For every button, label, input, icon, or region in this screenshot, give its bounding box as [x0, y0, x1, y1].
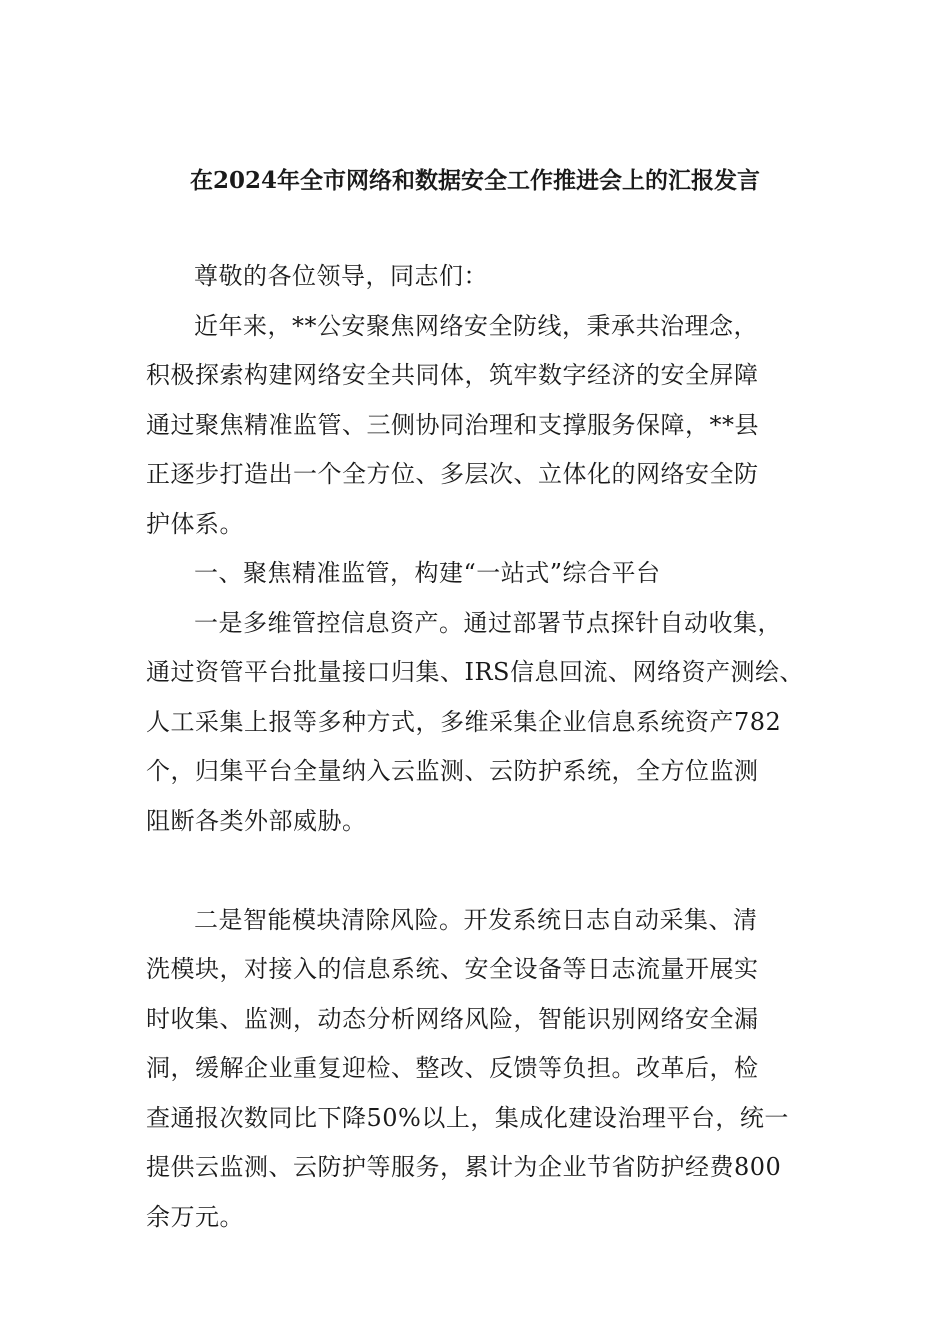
paragraph-line: 护体系。 — [146, 509, 244, 538]
paragraph-line: 洗模块，对接入的信息系统、安全设备等日志流量开展实 — [146, 955, 759, 983]
paragraph-line: 人工采集上报等多种方式，多维采集企业信息系统资产782 — [146, 707, 782, 736]
paragraph-line: 一是多维管控信息资产。通过部署节点探针自动收集， — [194, 608, 782, 637]
paragraph-line: 通过聚焦精准监管、三侧协同治理和支撑服务保障，**县 — [146, 410, 759, 439]
paragraph-line: 时收集、监测，动态分析网络风险，智能识别网络安全漏 — [146, 1004, 759, 1033]
paragraph-line: 通过资管平台批量接口归集、IRS信息回流、网络资产测绘、 — [146, 658, 804, 686]
paragraph-line: 查通报次数同比下降50%以上，集成化建设治理平台，统一 — [146, 1103, 789, 1132]
paragraph-line: 阻断各类外部威胁。 — [146, 806, 367, 835]
section-heading: 一、聚焦精准监管，构建“一站式”综合平台 — [194, 559, 661, 587]
salutation: 尊敬的各位领导，同志们： — [194, 262, 488, 290]
document-title: 在2024年全市网络和数据安全工作推进会上的汇报发言 — [189, 167, 760, 194]
document-body — [146, 252, 826, 1242]
paragraph-line: 提供云监测、云防护等服务，累计为企业节省防护经费800 — [146, 1153, 782, 1181]
paragraph-line: 积极探索构建网络安全共同体，筑牢数字经济的安全屏障 — [146, 361, 759, 389]
paragraph-line: 余万元。 — [146, 1202, 244, 1231]
paragraph-line: 个，归集平台全量纳入云监测、云防护系统，全方位监测 — [146, 757, 759, 785]
paragraph-line: 正逐步打造出一个全方位、多层次、立体化的网络安全防 — [146, 460, 759, 488]
paragraph-line: 二是智能模块清除风险。开发系统日志自动采集、清 — [194, 905, 758, 934]
paragraph-line: 洞，缓解企业重复迎检、整改、反馈等负担。改革后，检 — [146, 1054, 759, 1082]
paragraph-gap — [146, 846, 826, 896]
paragraph-line: 近年来，**公安聚焦网络安全防线，秉承共治理念， — [194, 311, 758, 340]
